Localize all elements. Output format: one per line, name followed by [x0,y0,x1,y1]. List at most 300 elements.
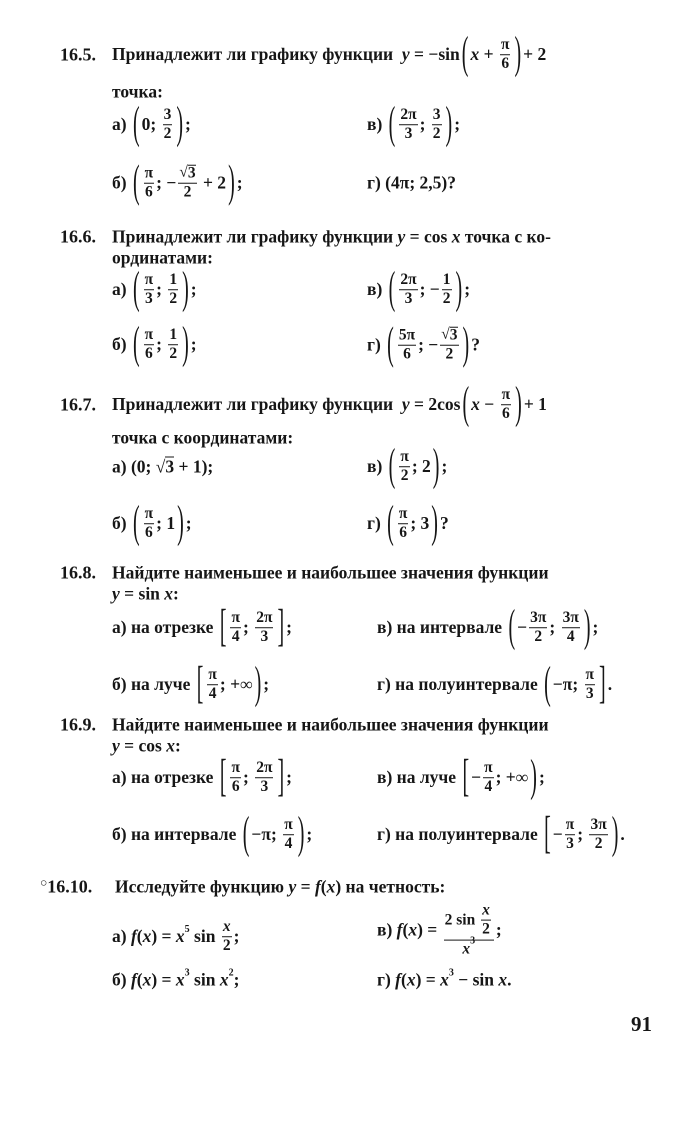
option-g [377,808,625,860]
bracket: ) [611,808,619,860]
denominator [259,780,269,796]
denominator [500,57,510,73]
text: . [607,674,613,695]
numerator [230,760,241,776]
text: ( [402,919,409,940]
variable: x [406,969,416,990]
variable: x [142,926,152,947]
text: ; [286,767,292,788]
fraction [255,610,273,646]
text: 2 [163,125,172,143]
text: в) на луче [377,767,461,788]
text: 6 [502,405,510,423]
variable: x [142,969,152,990]
text: ; [242,767,254,788]
numerator [144,165,155,181]
text: 2 [445,346,454,363]
text: ; +∞ [219,674,253,695]
bracket: ) [254,658,262,710]
text: 4 [208,685,217,703]
text: а) на отрезке [112,617,218,638]
text: ( [400,969,407,990]
text: 2π [256,609,273,627]
text: + 2 [523,44,547,65]
denominator [398,526,408,542]
text: 3 [432,106,441,124]
square-root [179,165,195,182]
option-b [112,156,243,208]
bracket: ) [228,156,235,208]
text: π [144,505,154,523]
text: 6 [145,183,153,201]
option-b [112,497,192,549]
variable: y [401,44,410,65]
variable: x [498,969,508,990]
text: точка с координатами: [112,427,294,448]
denominator [442,292,452,308]
denominator [144,347,154,363]
text: = [296,876,315,897]
text: π [585,666,595,684]
bracket: ] [277,601,285,653]
fraction [440,327,458,364]
text: г) (4π; 2,5)? [367,172,456,193]
text: ; 3 [410,513,430,534]
text: − [517,617,528,638]
text: + 2 [198,172,227,193]
option-b [112,318,197,370]
numerator [168,272,178,288]
text: 6 [399,524,407,542]
text: б) [112,172,131,193]
superscript: 2 [228,967,234,979]
text: а) на отрезке [112,767,218,788]
text: ; − [156,172,177,193]
text: 5π [398,326,416,344]
numerator [144,272,155,288]
text: Найдите наименьшее и наибольшее значения функции [112,714,549,735]
option-g [367,173,456,194]
text: : [173,583,179,604]
bracket: ) [182,263,189,315]
fraction [500,37,511,73]
fraction [565,817,576,853]
text: . [507,969,512,990]
fraction [230,760,241,796]
radicand: 3 [449,326,458,344]
option-a [112,919,239,955]
bracket: ) [176,98,183,150]
bracket: ( [132,156,140,208]
numerator [168,327,178,343]
text: ; − [419,279,440,300]
text: Принадлежит ли графику функции [112,394,402,415]
bracket: ( [387,318,394,370]
fraction [501,387,512,423]
text: ; [233,969,240,990]
text: − [552,824,563,845]
bracket: [ [219,601,227,653]
option-v [367,263,471,315]
numerator [585,667,596,683]
text: ; +∞ [495,767,529,788]
bracket: ] [277,751,285,803]
problem-statement [112,715,549,736]
text: 3 [566,835,574,853]
text: ; [441,456,448,477]
denominator [168,347,178,363]
denominator [501,407,511,423]
fraction [585,667,596,703]
bracket: [ [544,808,551,860]
bracket: ) [514,28,522,80]
denominator [585,687,595,703]
text: ; [190,334,197,355]
option-a [112,98,191,150]
fraction [178,165,196,202]
bracket: ) [462,318,470,370]
text: 3 [163,106,172,124]
text: ; [454,114,461,135]
text: 1 [169,271,178,289]
text: ; − [418,334,439,355]
variable: f [130,969,137,990]
option-v [367,440,448,492]
denominator [461,936,476,958]
text: 2 [594,835,603,853]
denominator [533,630,543,646]
bracket: ( [388,440,396,492]
text: ; [538,767,545,788]
text: ; [190,279,197,300]
text: = cos [119,735,167,756]
variable: x [462,940,471,958]
text: π [231,759,240,777]
text: + 1); [174,456,214,477]
denominator [144,185,154,201]
numerator [398,327,416,343]
text: ; [236,172,243,193]
denominator [481,922,491,938]
text: ) = [151,969,176,990]
text: ; [233,926,240,947]
text: = −sin [409,44,460,65]
variable: f [314,876,321,897]
problem-number-text: 16.10. [47,876,93,897]
text: ; [464,279,471,300]
text: π [144,164,154,182]
text: 2π [400,271,417,289]
numerator [444,903,494,939]
text: г) на полуинтервале [377,674,543,695]
denominator [231,780,241,796]
text: π [501,386,511,404]
numerator [399,272,417,288]
text: ; [306,824,313,845]
bracket: ( [132,318,140,370]
denominator [284,837,294,853]
denominator [144,526,154,542]
option-v [377,601,599,653]
text: −π; [552,674,583,695]
bracket: ) [583,601,591,653]
numerator [144,506,155,522]
variable: x [326,876,336,897]
fraction [398,506,409,542]
fraction [562,610,580,646]
fraction [144,506,155,542]
text: 3 [404,125,413,143]
text: в) [367,114,387,135]
numerator [440,327,458,344]
text: а) [112,114,131,135]
text: 3π [530,609,547,627]
text: 2 [183,184,192,201]
text: . [620,824,625,845]
text: π [208,666,217,684]
text: 2π [400,106,417,124]
text: точка с ко- [460,226,551,247]
radical-sign-icon: √ [441,325,450,343]
denominator [168,292,178,308]
fraction [399,272,417,308]
text: ) = [417,919,442,940]
text: : [174,735,181,756]
numerator [178,165,196,182]
text: 3π [562,609,579,627]
numerator [565,817,576,833]
variable: x [408,919,418,940]
text: 4 [231,628,240,646]
numerator [481,903,491,919]
numerator [501,387,512,403]
text: ; [156,279,167,300]
bracket: ( [242,808,250,860]
denominator [402,347,412,363]
superscript: 3 [470,936,476,948]
problem-statement-cont [112,248,213,269]
text: Принадлежит ли графику функции [112,44,402,65]
text: π [284,816,293,834]
fraction [207,667,218,703]
text: в) [367,279,387,300]
numerator [163,107,173,123]
text: π [231,609,240,627]
denominator [594,837,604,853]
fraction [481,903,491,939]
bracket: ) [297,808,305,860]
text: 2 [169,290,178,308]
numerator [529,610,547,626]
denominator [259,630,269,646]
fraction [230,610,241,646]
bracket: ( [462,378,470,430]
variable: x [164,583,174,604]
text: sin [189,969,220,990]
bracket: ] [599,658,606,710]
text: 2 [534,628,543,646]
text: г) [367,334,386,355]
text: б) [112,513,131,534]
fraction [444,903,494,958]
numerator [222,919,232,935]
problem-statement [112,28,547,80]
denominator [565,837,575,853]
variable: x [222,918,231,936]
problem-statement [115,877,445,898]
fraction [168,327,178,363]
variable: x [175,969,185,990]
option-a [112,457,213,478]
fraction [589,817,607,853]
denominator [183,185,193,201]
text: − sin [453,969,499,990]
text: − [479,394,499,415]
radical-sign-icon: √ [155,456,166,477]
text: ; [185,513,192,534]
numerator [255,760,273,776]
fraction [144,165,155,201]
variable: y [288,876,297,897]
text: 1 [442,271,451,289]
text: ( [136,926,143,947]
problem-number: 16.9. [60,714,96,735]
bracket: ( [461,28,469,80]
text: ; [242,617,254,638]
text: в) [377,919,397,940]
text: 3 [404,290,413,308]
numerator [144,327,155,343]
variable: y [112,583,120,604]
denominator [231,630,241,646]
superscript: 3 [448,967,454,979]
numerator [398,506,409,522]
denominator [404,127,414,143]
option-g [367,318,480,370]
numerator [230,610,241,626]
fraction [283,817,294,853]
text: а) [112,926,131,947]
text: ( [320,876,327,897]
option-b [112,658,270,710]
bracket: ( [388,263,396,315]
problem-statement-cont [112,584,179,605]
text: ; [577,824,588,845]
problem-number: 16.8. [60,562,96,583]
denominator [144,292,154,308]
text: = cos [405,226,452,247]
bracket: ( [132,98,140,150]
text: ; [286,617,292,638]
fraction [399,449,410,485]
fraction [144,327,155,363]
variable: f [396,919,403,940]
text: в) [367,456,387,477]
numerator [255,610,273,626]
variable: y [401,394,410,415]
option-v [377,751,545,803]
fraction [168,272,178,308]
denominator [445,347,455,363]
variable: y [397,226,406,247]
fraction [529,610,547,646]
problem-statement [112,227,551,248]
numerator [562,610,580,626]
text: б) [112,969,131,990]
problem-statement-cont [112,736,181,757]
text: 2 [169,345,178,363]
numerator [207,667,218,683]
bracket: [ [196,658,204,710]
denominator [222,939,232,955]
text: 4 [566,628,575,646]
text: ; [419,114,430,135]
text: + 1 [523,394,547,415]
numerator [432,107,442,123]
text: 6 [145,524,153,542]
text: ; [156,334,167,355]
option-v [367,98,461,150]
text: π [565,816,575,834]
problem-statement [112,563,549,584]
text: 4 [284,835,293,853]
text: 6 [403,345,411,363]
bracket: ) [530,751,537,803]
text: π [500,36,510,54]
text: π [400,448,409,466]
text: Исследуйте функцию [115,876,289,897]
text: sin [189,926,220,947]
bracket: ( [544,658,551,710]
fraction [432,107,442,143]
variable: x [166,735,175,756]
text: −π; [251,824,282,845]
denominator [400,469,410,485]
variable: x [451,226,461,247]
text: 6 [231,778,240,796]
denominator [208,687,218,703]
bracket: ) [431,497,438,549]
text: π [144,326,154,344]
denominator [566,630,576,646]
text: 2 [222,937,231,955]
fraction [398,327,416,363]
text: 3 [260,628,269,646]
numerator [399,107,417,123]
text: 2π [256,759,273,777]
text: π [144,271,154,289]
text: + [479,44,498,65]
numerator [283,817,294,833]
text: ) на четность: [335,876,446,897]
text: = 2cos [409,394,461,415]
variable: f [395,969,401,990]
fraction [163,107,173,143]
text: 6 [501,55,510,73]
fraction [144,272,155,308]
text: б) на интервале [112,824,241,845]
bracket: ) [515,378,522,430]
variable: x [482,901,490,919]
variable: y [112,735,120,756]
text: ? [471,334,480,355]
text: 2 [442,290,451,308]
variable: x [219,969,229,990]
text: 2 sin [444,911,480,929]
text: ординатами: [112,247,213,268]
bracket: ( [388,98,396,150]
option-g [367,497,449,549]
